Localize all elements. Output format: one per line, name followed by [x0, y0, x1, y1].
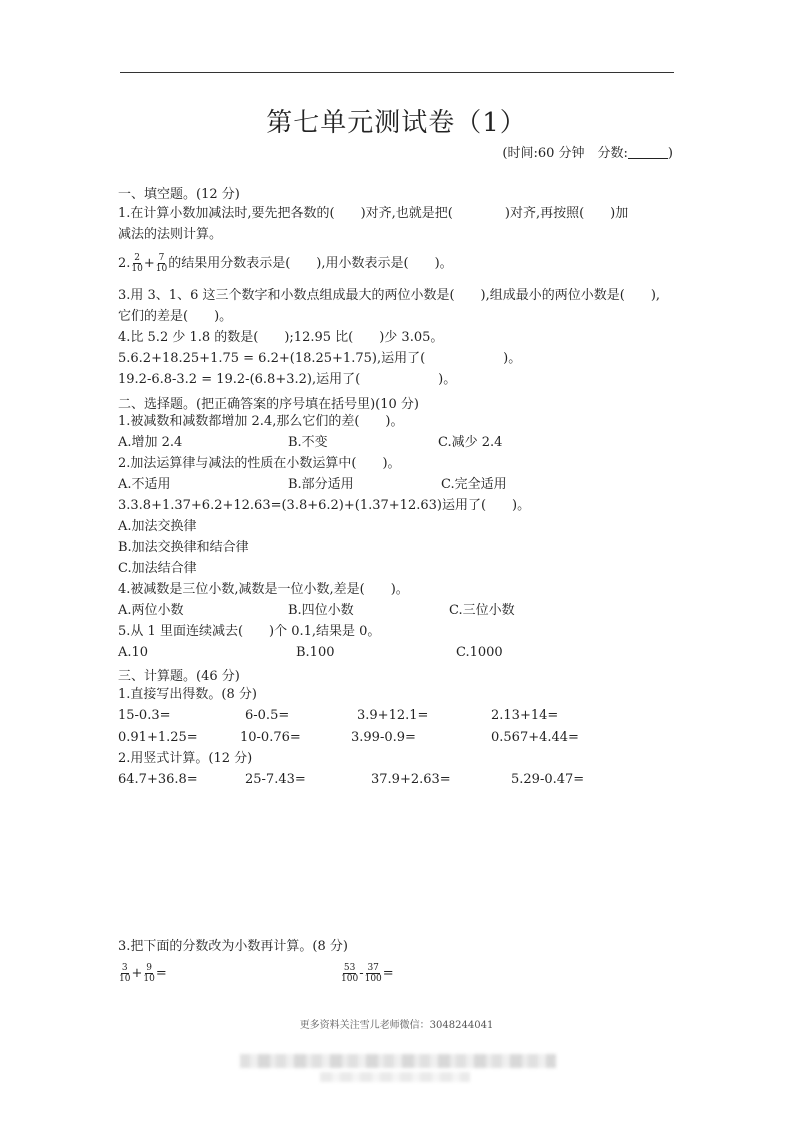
blurred-watermark: [240, 1054, 556, 1068]
s2-q4-option-a: A.两位小数: [118, 603, 184, 618]
vertical-calc-item: 5.29-0.47=: [511, 772, 585, 787]
s1-question-1-line2: 减法的法则计算。: [118, 227, 223, 242]
s2-q4-option-c: C.三位小数: [449, 603, 515, 618]
s2-question-3: 3.3.8+1.37+6.2+12.63=(3.8+6.2)+(1.37+12.63)运用了( )。: [118, 498, 531, 513]
s1-question-3-line2: 它们的差是( )。: [118, 309, 233, 324]
s2-q3-option-c: C.加法结合律: [118, 561, 197, 576]
calc-item: 0.91+1.25=: [118, 730, 198, 745]
fraction-7-10: $\frac{7}{10}$: [155, 253, 168, 274]
s1-question-1-line1: 1.在计算小数加减法时,要先把各数的( )对齐,也就是把( )对齐,再按照( )加: [118, 206, 629, 221]
calc-item: 0.567+4.44=: [491, 730, 579, 745]
s2-question-5: 5.从 1 里面连续减去( )个 0.1,结果是 0。: [118, 624, 381, 639]
fraction: $\frac{37}{100}$: [364, 963, 382, 984]
s2-question-4: 4.被减数是三位小数,减数是一位小数,差是( )。: [118, 582, 409, 597]
footer-note: 更多资料关注雪儿老师微信：3048244041: [299, 1020, 494, 1031]
fraction-2-10: $\frac{2}{10}$: [131, 253, 143, 274]
q2-prefix: 2.: [118, 256, 131, 271]
s3-part-1: 1.直接写出得数。(8 分): [118, 687, 257, 702]
calc-item: 6-0.5=: [245, 708, 290, 723]
fraction: $\frac{9}{10}$: [143, 963, 155, 984]
s2-q2-option-a: A.不适用: [118, 477, 171, 492]
time-score-line: [502, 142, 673, 161]
vertical-calc-item: 25-7.43=: [245, 772, 306, 787]
score-blank[interactable]: [628, 146, 668, 159]
vertical-calc-item: 37.9+2.63=: [371, 772, 451, 787]
s2-q5-option-b: B.100: [296, 645, 335, 660]
s3-part-2: 2.用竖式计算。(12 分): [118, 751, 253, 766]
s2-question-2: 2.加法运算律与减法的性质在小数运算中( )。: [118, 456, 401, 471]
fraction: $\frac{53}{100}$: [341, 963, 359, 984]
fraction: $\frac{3}{10}$: [119, 963, 131, 984]
top-rule: [120, 72, 674, 73]
s2-q4-option-b: B.四位小数: [288, 603, 354, 618]
q2-operator: +: [143, 256, 155, 271]
s1-question-4: 4.比 5.2 少 1.8 的数是( );12.95 比( )少 3.05。: [118, 330, 444, 345]
calc-item: 3.9+12.1=: [357, 708, 429, 723]
s3-part-3: 3.把下面的分数改为小数再计算。(8 分): [118, 939, 348, 954]
s2-q3-option-b: B.加法交换律和结合律: [118, 540, 249, 555]
blurred-watermark-2: [320, 1072, 470, 1082]
s2-question-1: 1.被减数和减数都增加 2.4,那么它们的差( )。: [118, 414, 404, 429]
s1-question-3-line1: 3.用 3、1、6 这三个数字和小数点组成最大的两位小数是( ),组成最小的两位小数是( ),: [118, 288, 661, 303]
time-score-close: ): [667, 146, 673, 161]
section1-heading: 一、填空题。(12 分): [118, 187, 240, 202]
calc-item: 10-0.76=: [240, 730, 301, 745]
s2-q3-option-a: A.加法交换律: [118, 519, 197, 534]
s2-q2-option-b: B.部分适用: [288, 477, 354, 492]
s2-q5-option-a: A.10: [118, 645, 149, 660]
fraction-expression-2: $\frac{53}{100}$ - $\frac{37}{100}$ =: [341, 963, 394, 984]
page-title: 第七单元测试卷（1）: [266, 108, 527, 138]
time-score-label: (时间:60 分钟 分数:: [502, 146, 628, 161]
s1-question-2: [118, 253, 453, 274]
s1-question-5: 5.6.2+18.25+1.75 = 6.2+(18.25+1.75),运用了( )。: [118, 351, 522, 366]
vertical-calc-item: 64.7+36.8=: [118, 772, 198, 787]
fraction-expression-1: $\frac{3}{10}$ + $\frac{9}{10}$ =: [119, 963, 167, 984]
section3-heading: 三、计算题。(46 分): [118, 669, 240, 684]
calc-item: 3.99-0.9=: [351, 730, 416, 745]
calc-item: 2.13+14=: [491, 708, 559, 723]
q2-suffix: 的结果用分数表示是( ),用小数表示是( )。: [168, 256, 453, 271]
s1-question-6: 19.2-6.8-3.2 = 19.2-(6.8+3.2),运用了( )。: [118, 372, 457, 387]
calc-item: 15-0.3=: [118, 708, 171, 723]
s2-q5-option-c: C.1000: [456, 645, 503, 660]
s2-q2-option-c: C.完全适用: [441, 477, 507, 492]
s2-q1-option-b: B.不变: [288, 435, 328, 450]
s2-q1-option-a: A.增加 2.4: [118, 435, 183, 450]
s2-q1-option-c: C.减少 2.4: [438, 435, 503, 450]
section2-heading: 二、选择题。(把正确答案的序号填在括号里)(10 分): [118, 397, 419, 412]
